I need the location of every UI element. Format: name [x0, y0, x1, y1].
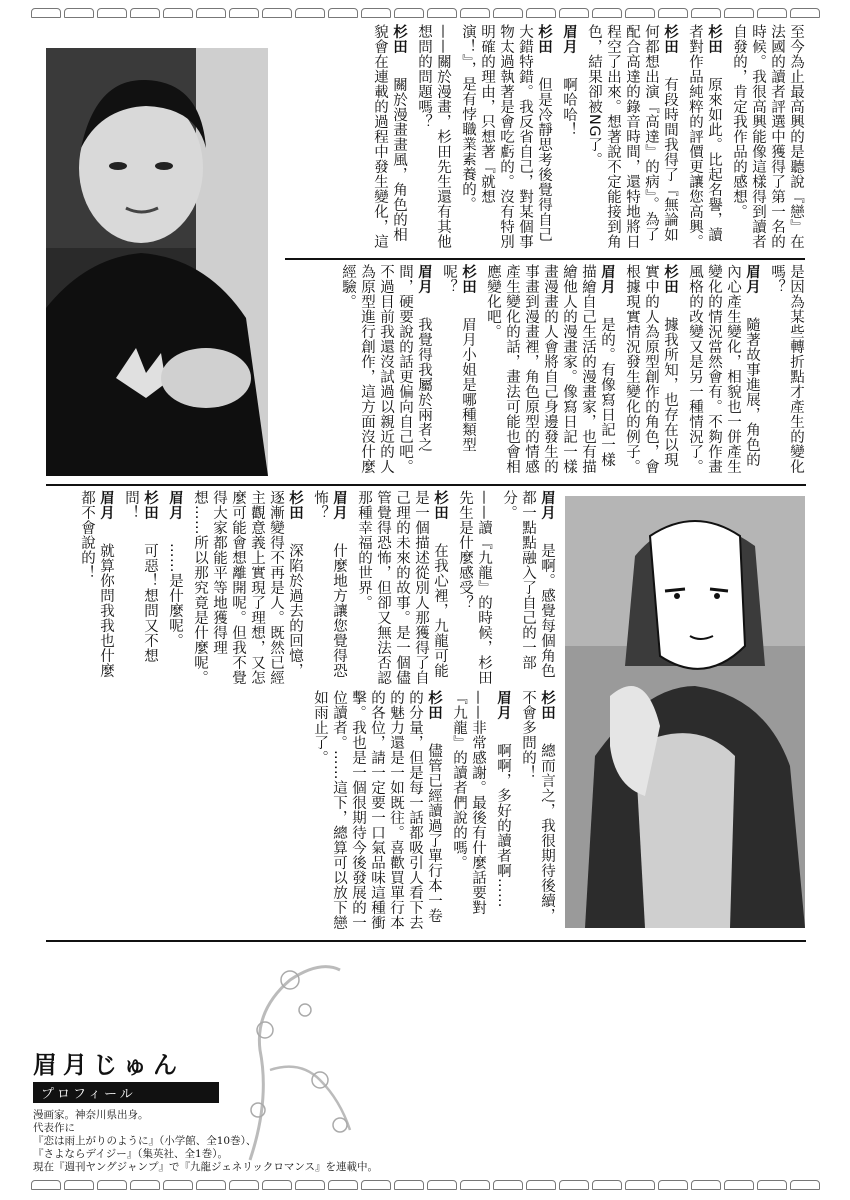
dialogue-paragraph [370, 24, 408, 256]
dialogue-paragraph [190, 490, 304, 690]
dialogue-paragraph [77, 490, 115, 690]
border-ornament-cell [31, 8, 61, 18]
interview-block-3 [46, 490, 556, 690]
speaker-name: 杉田 [460, 264, 476, 309]
border-ornament-cell [592, 1180, 622, 1190]
dialogue-paragraph [584, 24, 679, 256]
profile-line: 『さよならデイジー』（集英社、全1巻）。 [33, 1148, 228, 1160]
border-ornament-cell [625, 1180, 655, 1190]
border-ornament-cell [427, 1180, 457, 1190]
speaker-name: 杉田 [287, 490, 303, 535]
dialogue-paragraph [685, 264, 761, 480]
dialogue-text: 原來如此。比起名譽，讀者對作品純粹的評價更讓您高興。 [687, 24, 722, 249]
dialogue-text: ——關於漫畫，杉田先生還有其他想問的問題嗎？ [416, 24, 451, 249]
border-ornament-cell [262, 8, 292, 18]
border-ornament-cell [262, 1180, 292, 1190]
masked-portrait-illustration [565, 496, 805, 928]
dialogue-text: 什麼地方讓您覺得恐怖？ [312, 490, 347, 678]
dialogue-text: 我覺得我屬於兩者之間，硬要說的話更偏向自己吧。不過目前我還沒試過以親近的人為原型進行創作，這方面沒什麼經驗。 [340, 264, 432, 474]
dialogue-paragraph [439, 264, 477, 480]
border-ornament-cell [361, 8, 391, 18]
border-ornament-cell [130, 1180, 160, 1190]
border-ornament-cell [31, 1180, 61, 1190]
dialogue-text: ……是什麼呢。 [167, 543, 183, 648]
dialogue-text: 是的。有像寫日記一樣描繪自己生活的漫畫家，也有描繪他人的漫畫家。像寫日記一樣畫漫畫的人會將自己身邊發生的事畫到漫畫裡，角色原型的情感產生變化的話，畫法可能也會相應變化吧。 [485, 264, 615, 474]
dialogue-paragraph [729, 24, 805, 256]
speaker-name: 杉田 [432, 490, 448, 535]
dialogue-text: 據我所知，也存在以現實中的人為原型創作的角色，會根據現實情況發生變化的例子。 [624, 264, 678, 474]
dialogue-text: 是因為某些轉折點才產生的變化嗎？ [769, 264, 804, 474]
border-ornament-cell [229, 8, 259, 18]
border-ornament-cell [691, 8, 721, 18]
border-ornament-cell [229, 1180, 259, 1190]
border-ornament-cell [526, 1180, 556, 1190]
portrait-illustration [46, 48, 268, 476]
border-ornament-cell [493, 1180, 523, 1190]
profile-line: 代表作に [33, 1122, 75, 1134]
speaker-name: 眉月 [539, 490, 555, 535]
border-ornament-cell [163, 8, 193, 18]
dialogue-paragraph [518, 690, 556, 934]
border-ornament-cell [394, 8, 424, 18]
speaker-name: 眉月 [167, 490, 183, 535]
dialogue-text: 至今為止最高興的是聽說『戀』在法國的讀者評選中獲得了第一名的時候。我很高興能像這樣得到讀者自發的，肯定我作品的感想。 [731, 24, 804, 249]
interview-block-2 [285, 264, 805, 480]
dialogue-text: 深陷於過去的回憶，逐漸變得不再是人。既然已經主觀意義上實現了理想，又怎麼可能會想離開呢。但我不覺得大家都能平等地獲得理想……所以那究竟是什麼呢。 [192, 490, 303, 685]
dialogue-paragraph [354, 490, 449, 690]
dialogue-text: 關於漫畫畫風，角色的相貌會在連載的過程中發生變化，這 [372, 24, 407, 249]
border-ornament-cell [658, 8, 688, 18]
speaker-name: 眉月 [331, 490, 347, 535]
border-ornament-cell [361, 1180, 391, 1190]
border-ornament-cell [97, 1180, 127, 1190]
divider-line [46, 940, 806, 942]
dialogue-paragraph [493, 690, 512, 934]
profile-label: プロフィール [33, 1082, 219, 1103]
dialogue-text: 但是冷靜思考後覺得自己大錯特錯。我反省自己，對某個事物太過執著是會吃虧的。沒有特別明確的理由，只想著『就想演！』，是有悖職業素養的。 [460, 24, 552, 249]
dialogue-paragraph [559, 24, 578, 256]
border-ornament-cell [724, 1180, 754, 1190]
dialogue-text: 啊哈哈！ [561, 77, 577, 137]
speaker-name: 眉月 [599, 264, 615, 309]
profile-lines [33, 1109, 379, 1174]
dialogue-paragraph [165, 490, 184, 690]
border-ornament-cell [790, 1180, 820, 1190]
border-ornament-cell [328, 8, 358, 18]
dialogue-paragraph [414, 24, 452, 256]
dialogue-paragraph [622, 264, 679, 480]
border-ornament-cell [196, 8, 226, 18]
border-ornament-cell [724, 8, 754, 18]
dialogue-paragraph [310, 690, 443, 934]
speaker-name: 眉月 [744, 264, 760, 309]
dialogue-text: 啊啊，多好的讀者啊…… [495, 743, 511, 908]
divider-line [285, 258, 805, 260]
border-ornament-cell [460, 8, 490, 18]
dialogue-paragraph [121, 490, 159, 690]
border-ornament-cell [295, 1180, 325, 1190]
border-ornament-cell [658, 1180, 688, 1190]
dialogue-text: 隨著故事進展，角色的內心產生變化，相貌也一併產生變化的情況當然會有。不夠作畫風格的改變又是另一種情況了。 [687, 264, 760, 474]
border-ornament-cell [790, 8, 820, 18]
profile-name: 眉月じゅん [33, 1050, 183, 1079]
dialogue-paragraph [499, 490, 556, 690]
border-ornament-cell [328, 1180, 358, 1190]
dialogue-paragraph [483, 264, 616, 480]
profile-line: 現在『週刊ヤングジャンプ』で『九龍ジェネリックロマンス』を連載中。 [33, 1161, 379, 1173]
dialogue-paragraph [685, 24, 723, 256]
dialogue-text: ——非常感謝。最後有什麼話要對『九龍』的讀者們說的嗎。 [451, 690, 486, 915]
speaker-name: 杉田 [662, 24, 678, 69]
border-ornament-cell [295, 8, 325, 18]
border-ornament-cell [559, 1180, 589, 1190]
dialogue-paragraph [310, 490, 348, 690]
border-ornament-cell [64, 1180, 94, 1190]
border-ornament-cell [526, 8, 556, 18]
dialogue-text: 在我心裡，九龍可能是一個描述從別人那獲得了自己理的未來的故事。是一個儘管覺得恐怖，但卻又無法否認那種幸福的世界。 [356, 490, 448, 685]
dialogue-text: 眉月小姐是哪種類型呢？ [441, 264, 476, 452]
dialogue-paragraph [455, 490, 493, 690]
border-ornament-cell [163, 1180, 193, 1190]
profile-line: 漫画家。神奈川県出身。 [33, 1109, 149, 1121]
speaker-name: 眉月 [495, 690, 511, 735]
dialogue-paragraph [458, 24, 553, 256]
border-ornament-cell [64, 8, 94, 18]
border-ornament-cell [196, 1180, 226, 1190]
speaker-name: 眉月 [561, 24, 577, 69]
sugita-photo [46, 48, 268, 476]
border-ornament-cell [757, 8, 787, 18]
speaker-name: 眉月 [98, 490, 114, 535]
border-ornament-cell [559, 8, 589, 18]
border-ornament-cell [394, 1180, 424, 1190]
dialogue-text: 就算你問我我也什麼都不會說的！ [79, 490, 114, 678]
speaker-name: 杉田 [539, 690, 555, 735]
border-ornament-cell [460, 1180, 490, 1190]
mayuzuki-photo [565, 496, 805, 928]
speaker-name: 眉月 [416, 264, 432, 309]
speaker-name: 杉田 [662, 264, 678, 309]
border-ornament-cell [97, 8, 127, 18]
speaker-name: 杉田 [536, 24, 552, 69]
speaker-name: 杉田 [706, 24, 722, 69]
border-ornament-cell [757, 1180, 787, 1190]
dialogue-paragraph [767, 264, 805, 480]
border-ornament-cell [691, 1180, 721, 1190]
dialogue-text: 有段時間我得了『無論如何都想出演『高達』的病』。為了配合高達的錄音時間，還特地將日程空了出來。想著說不定能接到角色，結果卻被NG了。 [586, 24, 678, 249]
dialogue-paragraph [449, 690, 487, 934]
dialogue-text: ——讀『九龍』的時候，杉田先生是什麼感受？ [457, 490, 492, 685]
profile-line: 『恋は雨上がりのように』（小学館、全10巻）、 [33, 1135, 257, 1147]
top-border-ornament [0, 2, 850, 24]
bottom-border-ornament [0, 1174, 850, 1196]
profile-section [33, 1045, 379, 1174]
dialogue-paragraph [338, 264, 433, 480]
interview-block-4 [46, 690, 556, 934]
dialogue-text: 總而言之，我很期待後續，不會多問的！ [520, 690, 555, 923]
dialogue-text: 是啊。感覺每個角色都一點點融入了自己的一部分。 [501, 490, 555, 678]
border-ornament-cell [592, 8, 622, 18]
interview-block-1 [285, 24, 805, 256]
dialogue-text: 儘管已經讀過了單行本一卷的分量，但是每一話都吸引人看下去的魅力還是一如既往。喜歡買單行本的各位，請一定要一口氣品味這種衝擊。我也是一個很期待今後發展的一位讀者。……這下，總算可以放下戀如雨止了。 [312, 690, 442, 930]
border-ornament-cell [625, 8, 655, 18]
divider-line [46, 484, 806, 486]
border-ornament-cell [493, 8, 523, 18]
dialogue-text: 可惡！想問又不想問！ [123, 490, 158, 663]
speaker-name: 杉田 [142, 490, 158, 535]
speaker-name: 杉田 [426, 690, 442, 735]
border-ornament-cell [427, 8, 457, 18]
speaker-name: 杉田 [391, 24, 407, 69]
border-ornament-cell [130, 8, 160, 18]
